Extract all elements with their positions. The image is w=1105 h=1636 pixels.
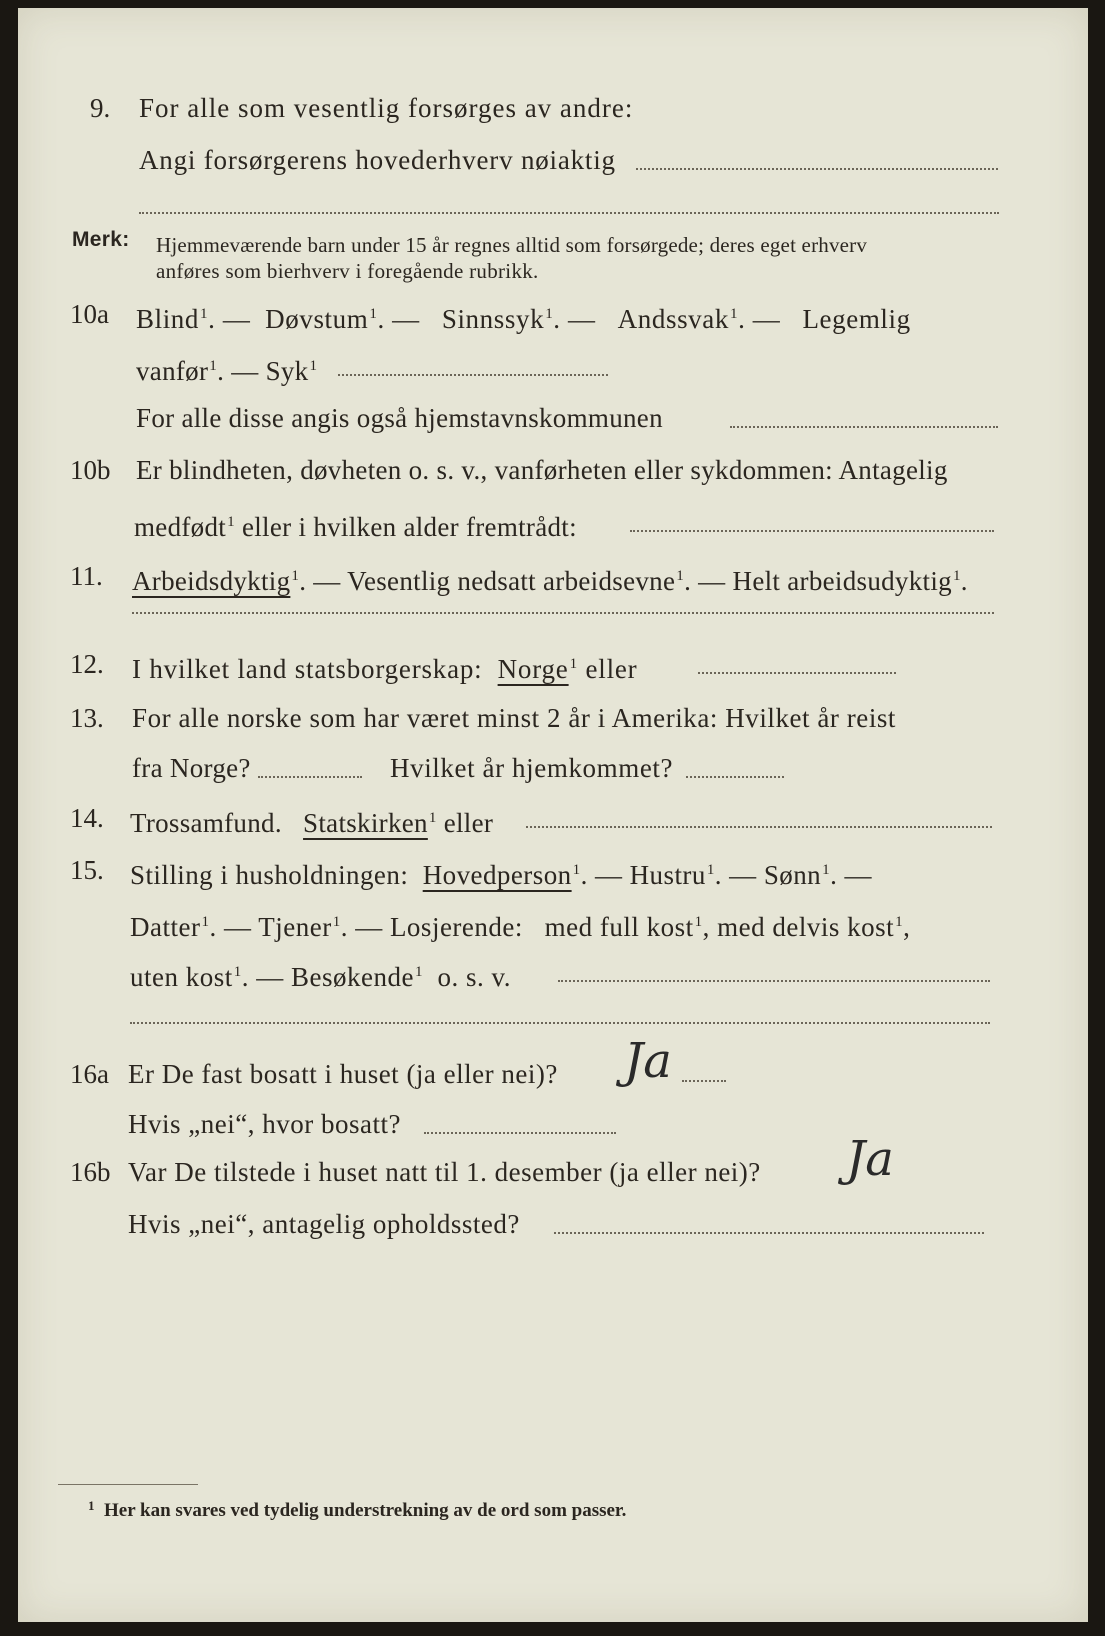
option-besokende[interactable]: . — Besøkende <box>241 962 414 992</box>
q15-answer-line[interactable] <box>558 980 990 982</box>
q15-line1: Stilling i husholdningen: Hovedperson$^1$. — Hustru$^1$. — Sønn$^1$. — <box>130 860 872 890</box>
option-norge-underlined[interactable]: Norge <box>497 654 569 684</box>
q16a-bosatt-answer-line[interactable] <box>424 1132 616 1134</box>
q9-answer-line-2[interactable] <box>139 212 999 214</box>
option-syk[interactable]: Syk <box>265 356 309 386</box>
option-losjerende: . — Losjerende: <box>340 912 523 942</box>
option-full-kost[interactable]: med full kost <box>544 912 694 942</box>
q11-answer-line[interactable] <box>132 612 994 614</box>
q10a-line1: Blind$^1$. — Døvstum$^1$. — Sinnssyk$^1$. — Andssvak$^1$. — Legemlig <box>136 304 911 334</box>
q10b-line1: Er blindheten, døvheten o. s. v., vanførheten eller sykdommen: Antagelig <box>136 455 948 485</box>
q10b-line2: medfødt$^1$ eller i hvilken alder fremtrådt: <box>134 512 577 542</box>
q9-answer-line[interactable] <box>636 168 998 170</box>
q16a-question: Er De fast bosatt i huset (ja eller nei)? <box>128 1059 558 1089</box>
census-form-page <box>18 8 1088 1622</box>
option-hustru[interactable]: . — Hustru <box>580 860 706 890</box>
merk-line1: Hjemmeværende barn under 15 år regnes alltid som forsørgede; deres eget erhverv <box>156 233 868 257</box>
q14-answer-line[interactable] <box>526 826 992 828</box>
footnote-divider <box>58 1484 198 1485</box>
q16b-question: Var De tilstede i huset natt til 1. desember (ja eller nei)? <box>128 1157 761 1187</box>
option-legemlig[interactable]: Legemlig <box>802 304 911 334</box>
q9-line1: For alle som vesentlig forsørges av andre: <box>139 93 634 123</box>
q15-answer-line-2[interactable] <box>130 1022 990 1024</box>
option-blind[interactable]: Blind <box>136 304 200 334</box>
option-delvis-kost[interactable]: , med delvis kost <box>702 912 895 942</box>
option-datter[interactable]: Datter <box>130 912 201 942</box>
option-hovedperson-underlined[interactable]: Hovedperson <box>422 860 572 890</box>
q13-number: 13. <box>70 703 104 733</box>
option-tjener[interactable]: . — Tjener <box>209 912 332 942</box>
option-vanfor[interactable]: vanfør <box>136 356 209 386</box>
footnote: $^1$ Her kan svares ved tydelig understrekning av de ord som passer. <box>88 1498 627 1521</box>
q10a-answer-line[interactable] <box>338 374 608 376</box>
q10b-number: 10b <box>70 455 111 485</box>
q16b-number: 16b <box>70 1157 111 1187</box>
year-left-answer-line[interactable] <box>258 776 362 778</box>
q15-line3: uten kost$^1$. — Besøkende$^1$ o. s. v. <box>130 962 511 992</box>
option-medfodt[interactable]: medfødt <box>134 512 227 542</box>
q16b-handwritten-answer[interactable]: Ja <box>846 1131 894 1187</box>
option-udyktig[interactable]: . — Helt arbeidsudyktig <box>684 566 952 596</box>
q16b-answer-line[interactable] <box>554 1232 984 1234</box>
option-uten-kost[interactable]: uten kost <box>130 962 233 992</box>
q15-number: 15. <box>70 855 104 885</box>
q14-number: 14. <box>70 803 104 833</box>
q13-line1: For alle norske som har været minst 2 år i Amerika: Hvilket år reist <box>132 703 896 733</box>
option-andssvak[interactable]: Andssvak <box>617 304 729 334</box>
option-sonn[interactable]: . — Sønn <box>714 860 822 890</box>
hjemstavn-answer-line[interactable] <box>730 426 998 428</box>
q16a-answer-line <box>682 1080 726 1082</box>
q13-fra-norge: fra Norge? <box>132 753 251 783</box>
q15-line2: Datter$^1$. — Tjener$^1$. — Losjerende: med full kost$^1$, med delvis kost$^1$, <box>130 912 911 942</box>
q10a-line2: vanfør$^1$. — Syk$^1$ <box>136 356 318 386</box>
q10b-answer-line[interactable] <box>630 530 994 532</box>
q16b-line2: Hvis „nei“, antagelig opholdssted? <box>128 1209 520 1239</box>
q12-number: 12. <box>70 649 104 679</box>
q10a-line3: For alle disse angis også hjemstavnskommunen <box>136 403 663 433</box>
q10a-number: 10a <box>70 299 109 329</box>
option-dovstum[interactable]: Døvstum <box>265 304 369 334</box>
q16a-handwritten-answer[interactable]: Ja <box>624 1033 672 1089</box>
q12-answer-line[interactable] <box>698 672 896 674</box>
q13-hjemkommet: Hvilket år hjemkommet? <box>390 753 674 783</box>
q16a-line2: Hvis „nei“, hvor bosatt? <box>128 1109 401 1139</box>
q12-line: I hvilket land statsborgerskap: Norge$^1$ eller <box>132 654 638 684</box>
merk-label: Merk: <box>72 228 130 251</box>
q14-line: Trossamfund. Statskirken$^1$ eller <box>130 808 494 838</box>
year-returned-answer-line[interactable] <box>686 776 784 778</box>
option-nedsatt[interactable]: . — Vesentlig nedsatt arbeidsevne <box>299 566 676 596</box>
q9-number: 9. <box>90 93 111 123</box>
option-statskirken-underlined[interactable]: Statskirken <box>303 808 428 838</box>
option-sinnssyk[interactable]: Sinnssyk <box>441 304 545 334</box>
merk-line2: anføres som bierhverv i foregående rubrikk. <box>156 259 539 283</box>
q11-number: 11. <box>70 561 103 591</box>
q9-line2: Angi forsørgerens hovederhverv nøiaktig <box>139 145 616 175</box>
q16a-number: 16a <box>70 1059 109 1089</box>
q11-line: Arbeidsdyktig$^1$. — Vesentlig nedsatt arbeidsevne$^1$. — Helt arbeidsudyktig$^1$. <box>132 566 968 596</box>
option-arbeidsdyktig-underlined[interactable]: Arbeidsdyktig <box>132 566 291 596</box>
